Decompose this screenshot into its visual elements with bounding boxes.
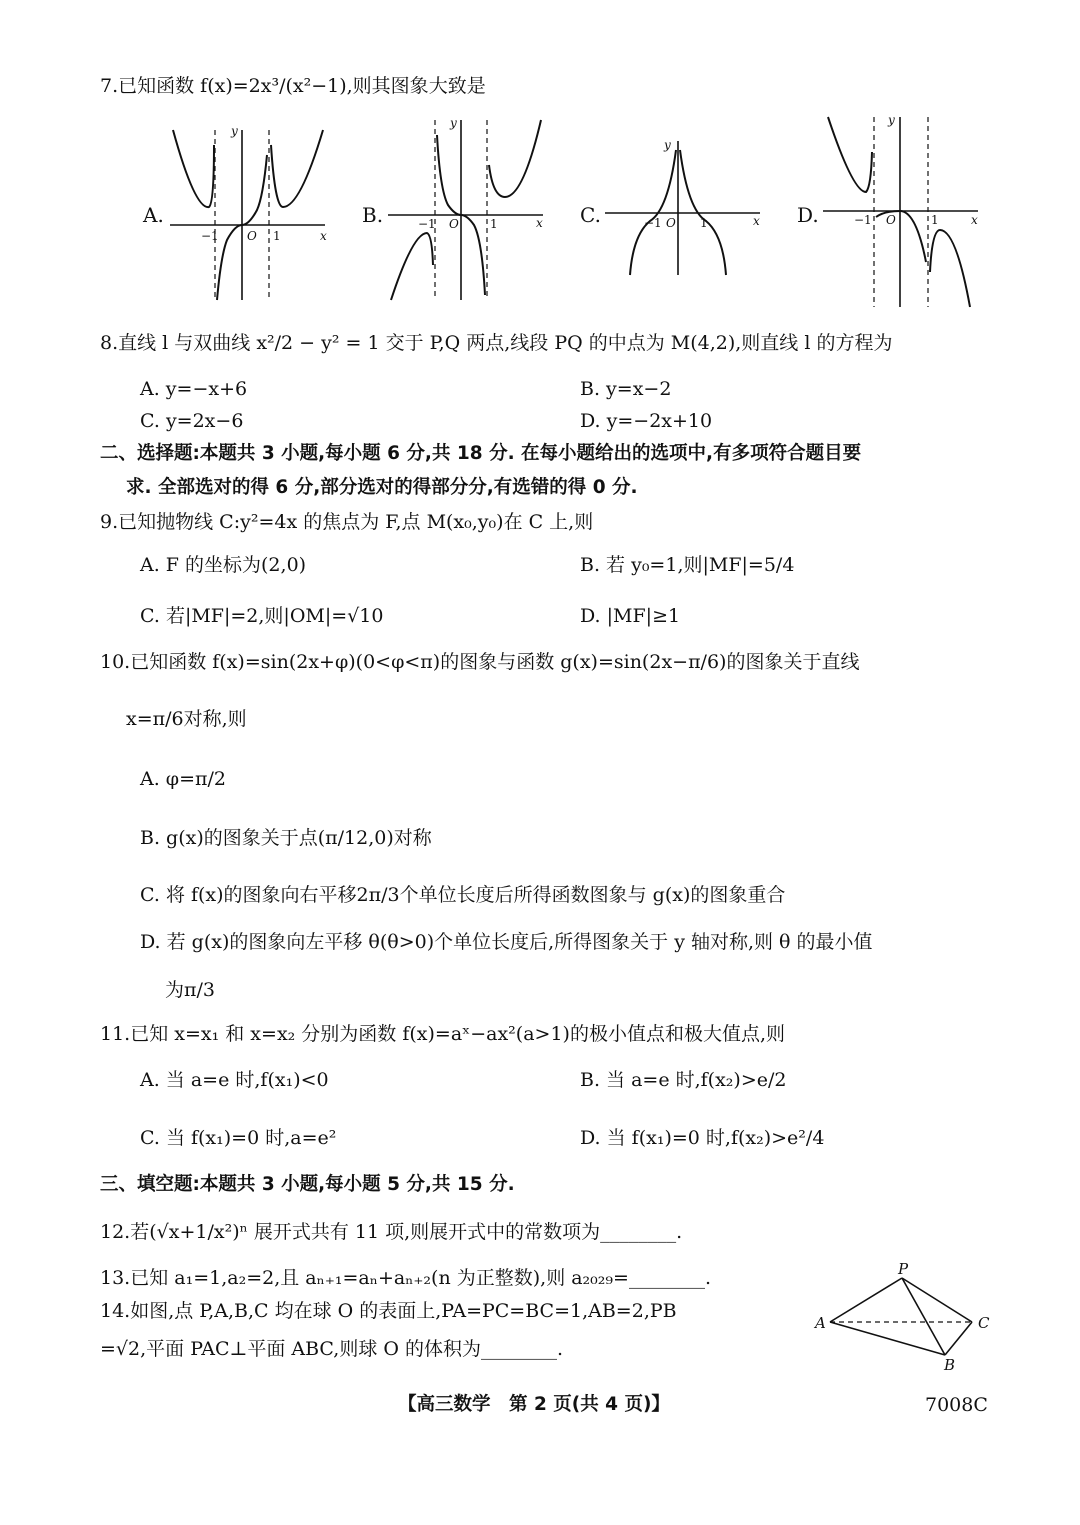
q10-option-c: C. 将 f(x)的图象向右平移2π/3个单位长度后所得函数图象与 g(x)的图象重合	[140, 884, 786, 906]
q14-label-p: P	[898, 1260, 909, 1278]
q7-c-origin: O	[666, 216, 676, 230]
q7-graph-d	[818, 112, 983, 312]
footer-code: 7008C	[925, 1394, 988, 1416]
q12-stem: 12.若(√x+1/x²)ⁿ 展开式共有 11 项,则展开式中的常数项为________.	[100, 1221, 683, 1243]
q9-option-b: B. 若 y₀=1,则|MF|=5/4	[580, 554, 795, 576]
q7-c-one: 1	[700, 216, 708, 230]
q14-label-a: A	[815, 1314, 826, 1332]
q7-b-origin: O	[449, 217, 459, 231]
q11-stem: 11.已知 x=x₁ 和 x=x₂ 分别为函数 f(x)=aˣ−ax²(a>1)的极小值点和极大值点,则	[100, 1023, 786, 1045]
q14-stem-cont: =√2,平面 PAC⊥平面 ABC,则球 O 的体积为________.	[100, 1338, 564, 1360]
q7-stem: 7.已知函数 f(x)=2x³/(x²−1),则其图象大致是	[100, 75, 486, 97]
q10-stem: 10.已知函数 f(x)=sin(2x+φ)(0<φ<π)的图象与函数 g(x)=sin(2x−π/6)的图象关于直线	[100, 651, 860, 673]
q7-option-c-label: C.	[580, 203, 601, 227]
q7-d-neg1: −1	[854, 213, 872, 227]
footer-page-title: 【高三数学 第 2 页(共 4 页)】	[398, 1394, 670, 1415]
section2-heading: 二、选择题:本题共 3 小题,每小题 6 分,共 18 分. 在每小题给出的选项中,有多项符合题目要	[100, 443, 862, 464]
q7-b-x-label: x	[536, 216, 543, 230]
q11-option-b: B. 当 a=e 时,f(x₂)>e/2	[580, 1069, 787, 1091]
q9-option-a: A. F 的坐标为(2,0)	[140, 554, 307, 576]
q7-b-one: 1	[490, 217, 498, 231]
q14-stem: 14.如图,点 P,A,B,C 均在球 O 的表面上,PA=PC=BC=1,AB=2,PB	[100, 1300, 677, 1322]
q7-a-one: 1	[273, 229, 281, 243]
q9-stem: 9.已知抛物线 C:y²=4x 的焦点为 F,点 M(x₀,y₀)在 C 上,则	[100, 511, 594, 533]
q14-label-c: C	[978, 1314, 990, 1332]
section2-heading-cont: 求. 全部选对的得 6 分,部分选对的得部分分,有选错的得 0 分.	[126, 477, 638, 498]
q10-option-d-cont: 为π/3	[165, 979, 215, 1001]
q11-option-d: D. 当 f(x₁)=0 时,f(x₂)>e²/4	[580, 1127, 825, 1149]
q7-a-origin: O	[247, 229, 257, 243]
q8-option-c: C. y=2x−6	[140, 410, 244, 432]
q11-option-c: C. 当 f(x₁)=0 时,a=e²	[140, 1127, 337, 1149]
q10-option-a: A. φ=π/2	[140, 768, 227, 790]
section3-heading: 三、填空题:本题共 3 小题,每小题 5 分,共 15 分.	[100, 1174, 515, 1195]
q7-c-neg1: −1	[644, 216, 662, 230]
q7-a-y-label: y	[231, 124, 238, 138]
q8-option-d: D. y=−2x+10	[580, 410, 713, 432]
q7-d-x-label: x	[971, 213, 978, 227]
q7-d-origin: O	[886, 213, 896, 227]
q7-a-neg1: −1	[201, 229, 219, 243]
q7-option-a-label: A.	[143, 203, 164, 227]
q7-b-y-label: y	[450, 116, 457, 130]
q9-option-c: C. 若|MF|=2,则|OM|=√10	[140, 605, 384, 627]
q8-option-a: A. y=−x+6	[140, 378, 248, 400]
q7-graph-b	[383, 115, 553, 305]
q14-pyramid-figure	[810, 1260, 1000, 1375]
q8-stem: 8.直线 l 与双曲线 x²/2 − y² = 1 交于 P,Q 两点,线段 PQ 的中点为 M(4,2),则直线 l 的方程为	[100, 332, 893, 354]
q7-c-x-label: x	[753, 214, 760, 228]
q7-b-neg1: −1	[418, 217, 436, 231]
q7-graph-c	[600, 135, 770, 280]
q7-graph-a	[165, 115, 340, 305]
q7-c-y-label: y	[664, 138, 671, 152]
q7-a-x-label: x	[320, 229, 327, 243]
q14-label-b: B	[944, 1356, 956, 1374]
q7-d-one: 1	[931, 213, 939, 227]
q9-option-d: D. |MF|≥1	[580, 605, 681, 627]
q7-option-d-label: D.	[797, 203, 819, 227]
q10-option-d: D. 若 g(x)的图象向左平移 θ(θ>0)个单位长度后,所得图象关于 y 轴对称,则 θ 的最小值	[140, 931, 873, 953]
q7-option-b-label: B.	[362, 203, 384, 227]
q10-option-b: B. g(x)的图象关于点(π/12,0)对称	[140, 827, 432, 849]
q11-option-a: A. 当 a=e 时,f(x₁)<0	[140, 1069, 329, 1091]
q13-stem: 13.已知 a₁=1,a₂=2,且 aₙ₊₁=aₙ+aₙ₊₂(n 为正整数),则 a₂₀₂₉=________.	[100, 1267, 711, 1289]
q10-stem-cont: x=π/6对称,则	[126, 708, 247, 730]
q8-option-b: B. y=x−2	[580, 378, 672, 400]
q7-d-y-label: y	[888, 113, 895, 127]
